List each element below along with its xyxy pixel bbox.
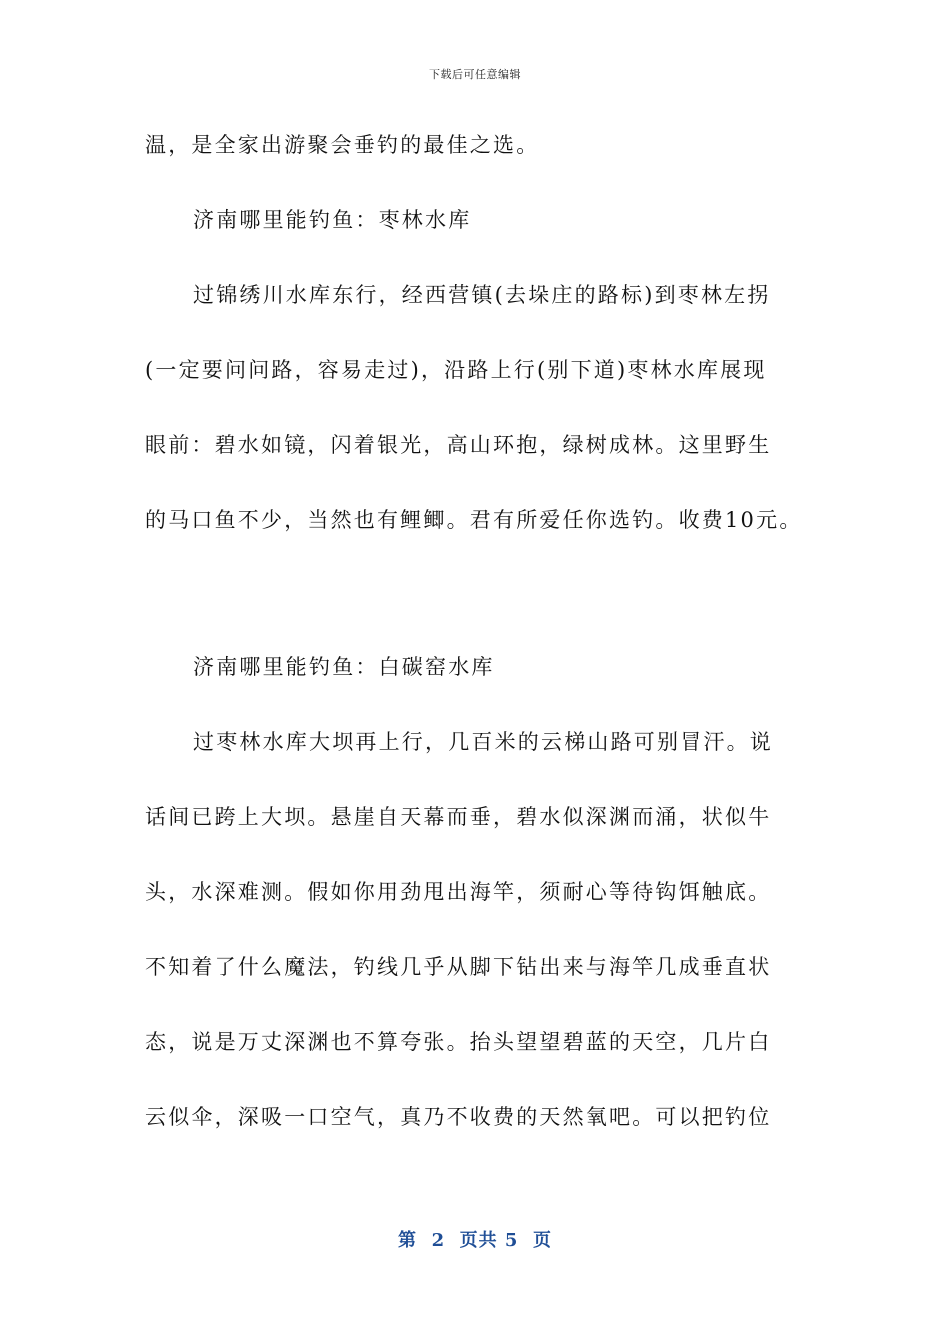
paragraph-line: 云似伞，深吸一口空气，真乃不收费的天然氧吧。可以把钓位 bbox=[145, 1105, 772, 1129]
paragraph-line: 温，是全家出游聚会垂钓的最佳之选。 bbox=[145, 133, 540, 157]
paragraph-line: (一定要问问路，容易走过)，沿路上行(别下道)枣林水库展现 bbox=[145, 358, 767, 382]
paragraph-line: 话间已跨上大坝。悬崖自天幕而垂，碧水似深渊而涌，状似牛 bbox=[145, 805, 772, 829]
section-heading: 济南哪里能钓鱼：白碳窑水库 bbox=[193, 655, 495, 679]
document-body bbox=[145, 122, 825, 1169]
paragraph-line: 眼前：碧水如镜，闪着银光，高山环抱，绿树成林。这里野生 bbox=[145, 433, 772, 457]
paragraph-line: 过枣林水库大坝再上行，几百米的云梯山路可别冒汗。说 bbox=[193, 730, 773, 754]
paragraph-line: 头，水深难测。假如你用劲甩出海竿，须耐心等待钩饵触底。 bbox=[145, 880, 772, 904]
page-header: 下载后可任意编辑 bbox=[429, 68, 521, 81]
page-number: 第 2 页共 5 页 bbox=[398, 1230, 552, 1251]
section-gap bbox=[145, 572, 825, 644]
paragraph-line: 的马口鱼不少，当然也有鲤鲫。君有所爱任你选钓。收费10元。 bbox=[145, 508, 803, 532]
section-heading: 济南哪里能钓鱼：枣林水库 bbox=[193, 208, 472, 232]
paragraph-line: 过锦绣川水库东行，经西营镇(去垛庄的路标)到枣林左拐 bbox=[193, 283, 771, 307]
paragraph-line: 态，说是万丈深渊也不算夸张。抬头望望碧蓝的天空，几片白 bbox=[145, 1030, 772, 1054]
paragraph-line: 不知着了什么魔法，钓线几乎从脚下钻出来与海竿几成垂直状 bbox=[145, 955, 772, 979]
